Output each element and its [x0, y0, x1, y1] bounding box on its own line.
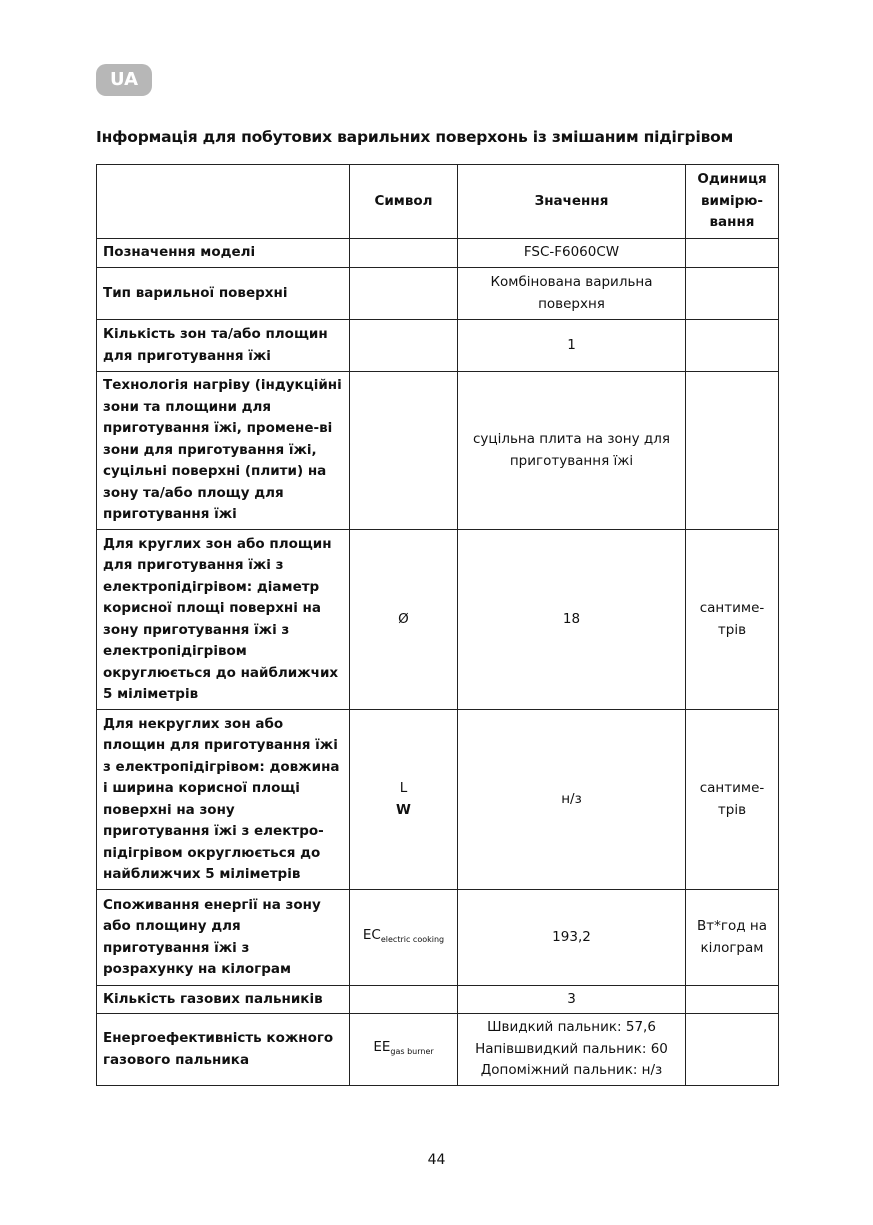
- row-value: 1: [458, 320, 686, 372]
- row-unit: Вт*год на кілограм: [686, 890, 779, 986]
- row-parameter: Технологія нагріву (індукційні зони та площини для приготування їжі, промене-ві зони для приготування їжі, суцільні поверхні (плити) на зону та/або площу для приготування їжі: [97, 372, 350, 530]
- header-parameter: [97, 165, 350, 239]
- row-symbol: [350, 890, 458, 986]
- row-symbol: [350, 710, 458, 890]
- row-unit: [686, 1014, 779, 1086]
- row-value: н/з: [458, 710, 686, 890]
- row-parameter: Для некруглих зон або площин для приготування їжі з електропідігрівом: довжина і ширина корисної площі поверхні на зону приготування їжі з електро-підігрівом округлюється до найближчих 5 міліметрів: [97, 710, 350, 890]
- table-header-row: [97, 165, 779, 239]
- row-symbol: [350, 239, 458, 268]
- row-unit: [686, 239, 779, 268]
- table-row: [97, 1014, 779, 1086]
- row-parameter: Енергоефективність кожного газового пальника: [97, 1014, 350, 1086]
- row-symbol: [350, 372, 458, 530]
- row-parameter: Тип варильної поверхні: [97, 268, 350, 320]
- row-value: 3: [458, 986, 686, 1014]
- row-symbol: [350, 1014, 458, 1086]
- row-parameter: Споживання енергії на зону або площину для приготування їжі з розрахунку на кілограм: [97, 890, 350, 986]
- row-unit: сантиме-трів: [686, 710, 779, 890]
- row-unit: [686, 372, 779, 530]
- table-row: [97, 986, 779, 1014]
- row-unit: [686, 268, 779, 320]
- burner-efficiency-line: Допоміжний пальник: н/з: [480, 1062, 663, 1079]
- table-row: [97, 710, 779, 890]
- row-unit: [686, 986, 779, 1014]
- header-symbol: Символ: [350, 165, 458, 239]
- symbol-width: W: [396, 801, 411, 818]
- row-value: 18: [458, 530, 686, 710]
- header-value: Значення: [458, 165, 686, 239]
- row-symbol: [350, 320, 458, 372]
- row-parameter: Кількість газових пальників: [97, 986, 350, 1014]
- table-row: [97, 530, 779, 710]
- section-heading: Інформація для побутових варильних поверхонь із змішаним підігрівом: [96, 128, 734, 146]
- symbol-subscript: electric cooking: [380, 934, 445, 944]
- row-parameter: Для круглих зон або площин для приготування їжі з електропідігрівом: діаметр корисної площі поверхні на зону приготування їжі з електропідігрівом округлюється до найближчих 5 міліметрів: [97, 530, 350, 710]
- symbol-subscript: gas burner: [390, 1046, 434, 1056]
- burner-efficiency-line: Напівшвидкий пальник: 60: [475, 1040, 668, 1057]
- header-unit: Одиниця вимірю-вання: [686, 165, 779, 239]
- row-value: FSC-F6060CW: [458, 239, 686, 268]
- row-parameter: Позначення моделі: [97, 239, 350, 268]
- table-row: [97, 268, 779, 320]
- symbol-main: EC: [362, 926, 381, 943]
- burner-efficiency-line: Швидкий пальник: 57,6: [487, 1019, 656, 1036]
- table-row: [97, 890, 779, 986]
- language-badge: UA: [96, 64, 152, 96]
- row-symbol: [350, 986, 458, 1014]
- row-value: 193,2: [458, 890, 686, 986]
- specification-table: [96, 164, 779, 1086]
- row-unit: сантиме-трів: [686, 530, 779, 710]
- row-symbol: [350, 268, 458, 320]
- page-number: 44: [427, 1152, 446, 1168]
- table-row: [97, 239, 779, 268]
- row-value: суцільна плита на зону для приготування їжі: [458, 372, 686, 530]
- row-unit: [686, 320, 779, 372]
- table-row: [97, 320, 779, 372]
- row-parameter: Кількість зон та/або площин для приготування їжі: [97, 320, 350, 372]
- symbol-main: EE: [373, 1038, 391, 1055]
- row-symbol: Ø: [350, 530, 458, 710]
- row-value: [458, 1014, 686, 1086]
- row-value: Комбінована варильна поверхня: [458, 268, 686, 320]
- table-row: [97, 372, 779, 530]
- symbol-length: L: [399, 780, 408, 796]
